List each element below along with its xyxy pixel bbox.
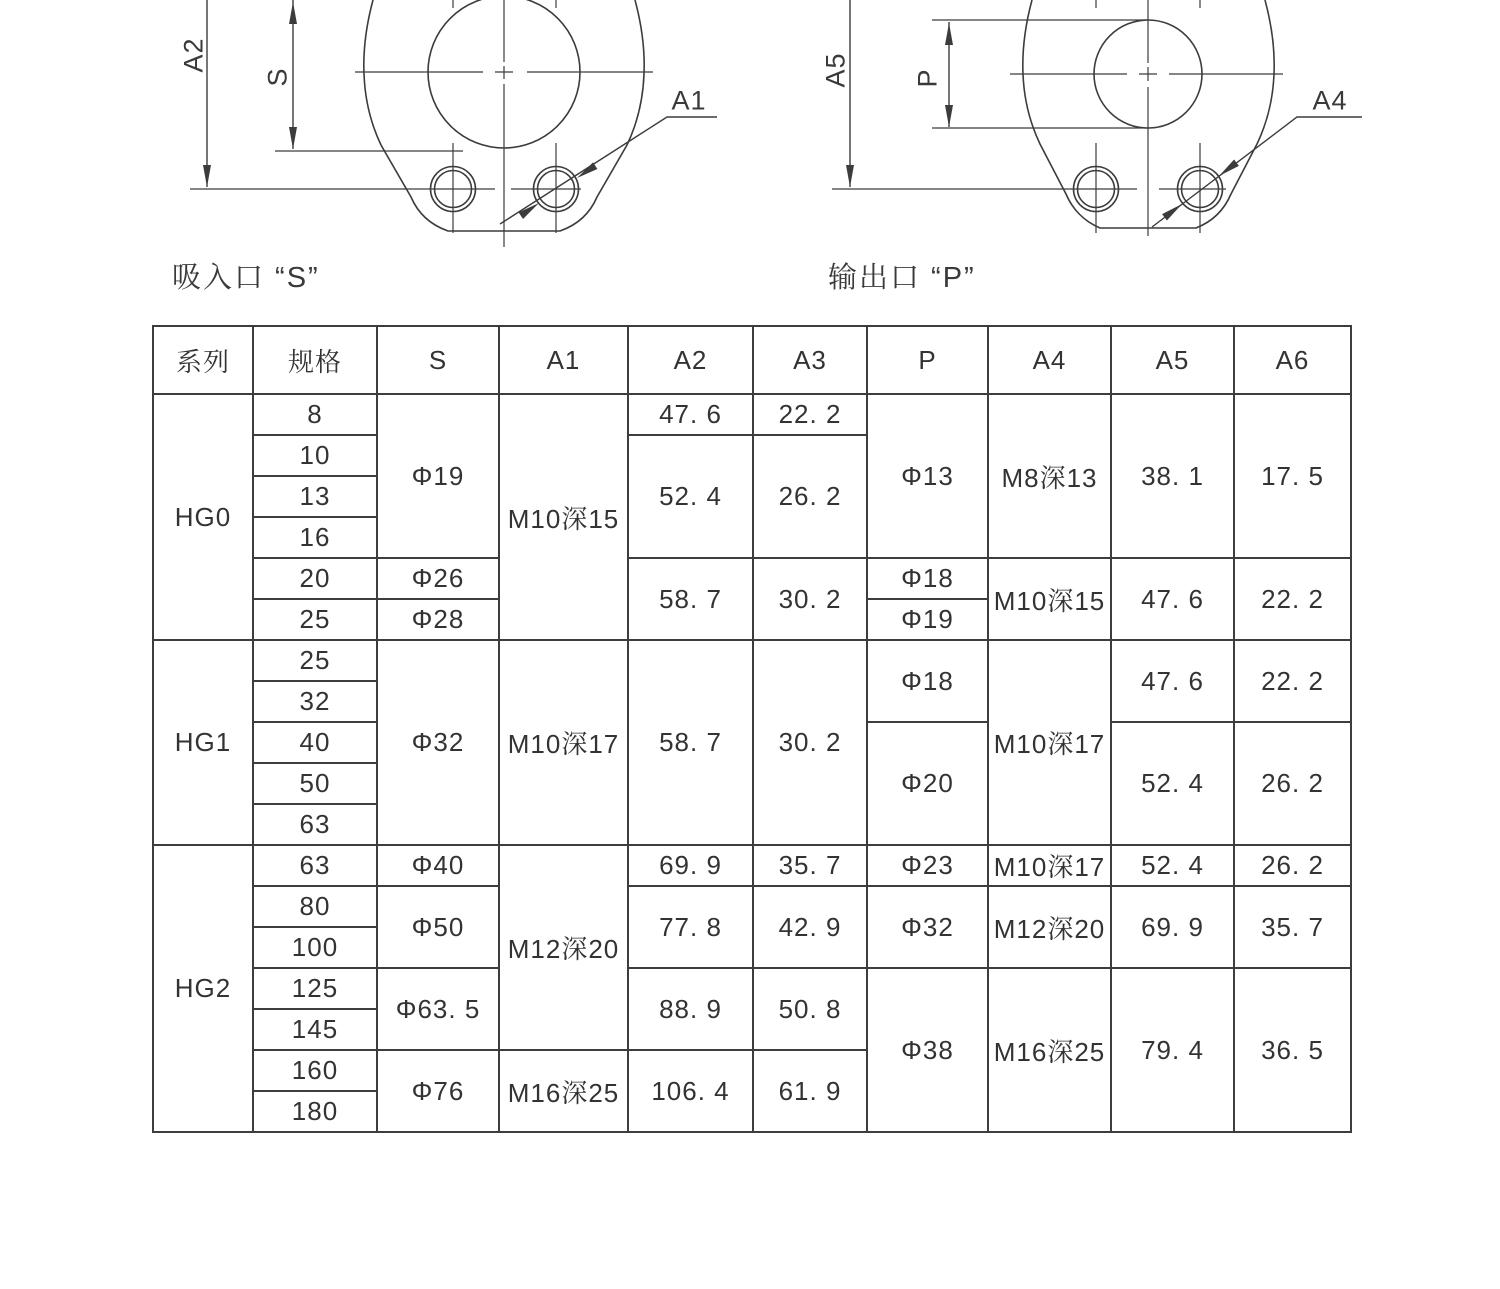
table-cell: 47. 6 (1111, 558, 1234, 640)
column-header-spec: 规格 (253, 326, 377, 394)
dim-label-a4: A4 (1312, 85, 1348, 116)
table-row (153, 394, 1351, 435)
table-row (153, 845, 1351, 886)
column-header-a1: A1 (499, 326, 628, 394)
table-cell: 47. 6 (1111, 640, 1234, 722)
table-cell: Φ18 (867, 558, 988, 599)
table-cell: 25 (253, 640, 377, 681)
centerlines (190, 0, 653, 247)
table-cell: Φ18 (867, 640, 988, 722)
table-cell: 79. 4 (1111, 968, 1234, 1132)
table-cell: Φ19 (377, 394, 499, 558)
table-cell: 145 (253, 1009, 377, 1050)
table-cell: Φ40 (377, 845, 499, 886)
column-header-a2: A2 (628, 326, 753, 394)
suction-port-caption: 吸入口 “S” (172, 262, 320, 294)
table-cell: Φ32 (377, 640, 499, 845)
table-cell: M8深13 (988, 394, 1111, 558)
column-header-a5: A5 (1111, 326, 1234, 394)
table-cell: Φ20 (867, 722, 988, 845)
table-cell: 22. 2 (1234, 640, 1351, 722)
table-cell: 38. 1 (1111, 394, 1234, 558)
table-cell: Φ19 (867, 599, 988, 640)
table-cell: Φ32 (867, 886, 988, 968)
table-cell: 30. 2 (753, 558, 867, 640)
table-cell: M10深15 (988, 558, 1111, 640)
table-cell: 52. 4 (1111, 722, 1234, 845)
table-cell: 88. 9 (628, 968, 753, 1050)
table-cell: 50. 8 (753, 968, 867, 1050)
dim-label-a1: A1 (671, 85, 707, 116)
table-cell: HG0 (153, 394, 253, 640)
dim-label-a5: A5 (820, 52, 851, 88)
table-cell: 26. 2 (1234, 845, 1351, 886)
table-cell: 77. 8 (628, 886, 753, 968)
column-header-a6: A6 (1234, 326, 1351, 394)
table-row (153, 968, 1351, 1009)
spec-table-body (153, 394, 1351, 1132)
table-cell: M10深15 (499, 394, 628, 640)
spec-table (152, 325, 1352, 1133)
table-cell: M10深17 (499, 640, 628, 845)
table-cell: 17. 5 (1234, 394, 1351, 558)
table-cell: Φ23 (867, 845, 988, 886)
table-cell: 180 (253, 1091, 377, 1132)
table-cell: 52. 4 (1111, 845, 1234, 886)
table-cell: 13 (253, 476, 377, 517)
table-cell: 50 (253, 763, 377, 804)
table-cell: 26. 2 (1234, 722, 1351, 845)
table-cell: 42. 9 (753, 886, 867, 968)
table-cell: Φ26 (377, 558, 499, 599)
header-row (153, 326, 1351, 394)
table-cell: M16深25 (988, 968, 1111, 1132)
column-header-a4: A4 (988, 326, 1111, 394)
table-cell: 61. 9 (753, 1050, 867, 1132)
column-header-p: P (867, 326, 988, 394)
table-cell: M16深25 (499, 1050, 628, 1132)
table-cell: M12深20 (988, 886, 1111, 968)
table-cell: 22. 2 (1234, 558, 1351, 640)
table-cell: Φ50 (377, 886, 499, 968)
column-header-series: 系列 (153, 326, 253, 394)
table-cell: 47. 6 (628, 394, 753, 435)
table-cell: 63 (253, 845, 377, 886)
output-port-drawing (832, 0, 1362, 236)
table-cell: 35. 7 (753, 845, 867, 886)
table-row (153, 558, 1351, 599)
table-cell: 58. 7 (628, 558, 753, 640)
table-cell: M10深17 (988, 845, 1111, 886)
table-cell: M12深20 (499, 845, 628, 1050)
table-cell: 32 (253, 681, 377, 722)
dimension-lines (850, 0, 1362, 227)
column-header-s: S (377, 326, 499, 394)
column-header-a3: A3 (753, 326, 867, 394)
table-cell: 69. 9 (1111, 886, 1234, 968)
table-cell: 106. 4 (628, 1050, 753, 1132)
table-cell: 40 (253, 722, 377, 763)
dimension-lines (207, 0, 717, 224)
table-row (153, 886, 1351, 927)
table-cell: 30. 2 (753, 640, 867, 845)
table-cell: 63 (253, 804, 377, 845)
table-cell: 36. 5 (1234, 968, 1351, 1132)
table-cell: 16 (253, 517, 377, 558)
table-cell: 100 (253, 927, 377, 968)
table-cell: Φ76 (377, 1050, 499, 1132)
table-cell: 25 (253, 599, 377, 640)
table-row (153, 640, 1351, 681)
table-cell: M10深17 (988, 640, 1111, 845)
table-cell: HG2 (153, 845, 253, 1132)
arrowheads (846, 23, 1239, 221)
table-cell: Φ28 (377, 599, 499, 640)
table-cell: 160 (253, 1050, 377, 1091)
table-cell: Φ63. 5 (377, 968, 499, 1050)
dim-label-a2: A2 (178, 37, 209, 73)
table-cell: 10 (253, 435, 377, 476)
table-cell: 35. 7 (1234, 886, 1351, 968)
table-cell: 22. 2 (753, 394, 867, 435)
table-cell: HG1 (153, 640, 253, 845)
table-cell: Φ13 (867, 394, 988, 558)
dim-label-p: P (912, 68, 943, 88)
table-cell: 80 (253, 886, 377, 927)
table-cell: 125 (253, 968, 377, 1009)
suction-port-drawing (190, 0, 717, 247)
table-cell: 69. 9 (628, 845, 753, 886)
table-cell: 52. 4 (628, 435, 753, 558)
table-cell: 26. 2 (753, 435, 867, 558)
table-cell: 8 (253, 394, 377, 435)
table-cell: 20 (253, 558, 377, 599)
output-port-caption: 输出口 “P” (828, 262, 976, 294)
table-cell: Φ38 (867, 968, 988, 1132)
dim-label-s: S (262, 67, 293, 87)
table-cell: 58. 7 (628, 640, 753, 845)
